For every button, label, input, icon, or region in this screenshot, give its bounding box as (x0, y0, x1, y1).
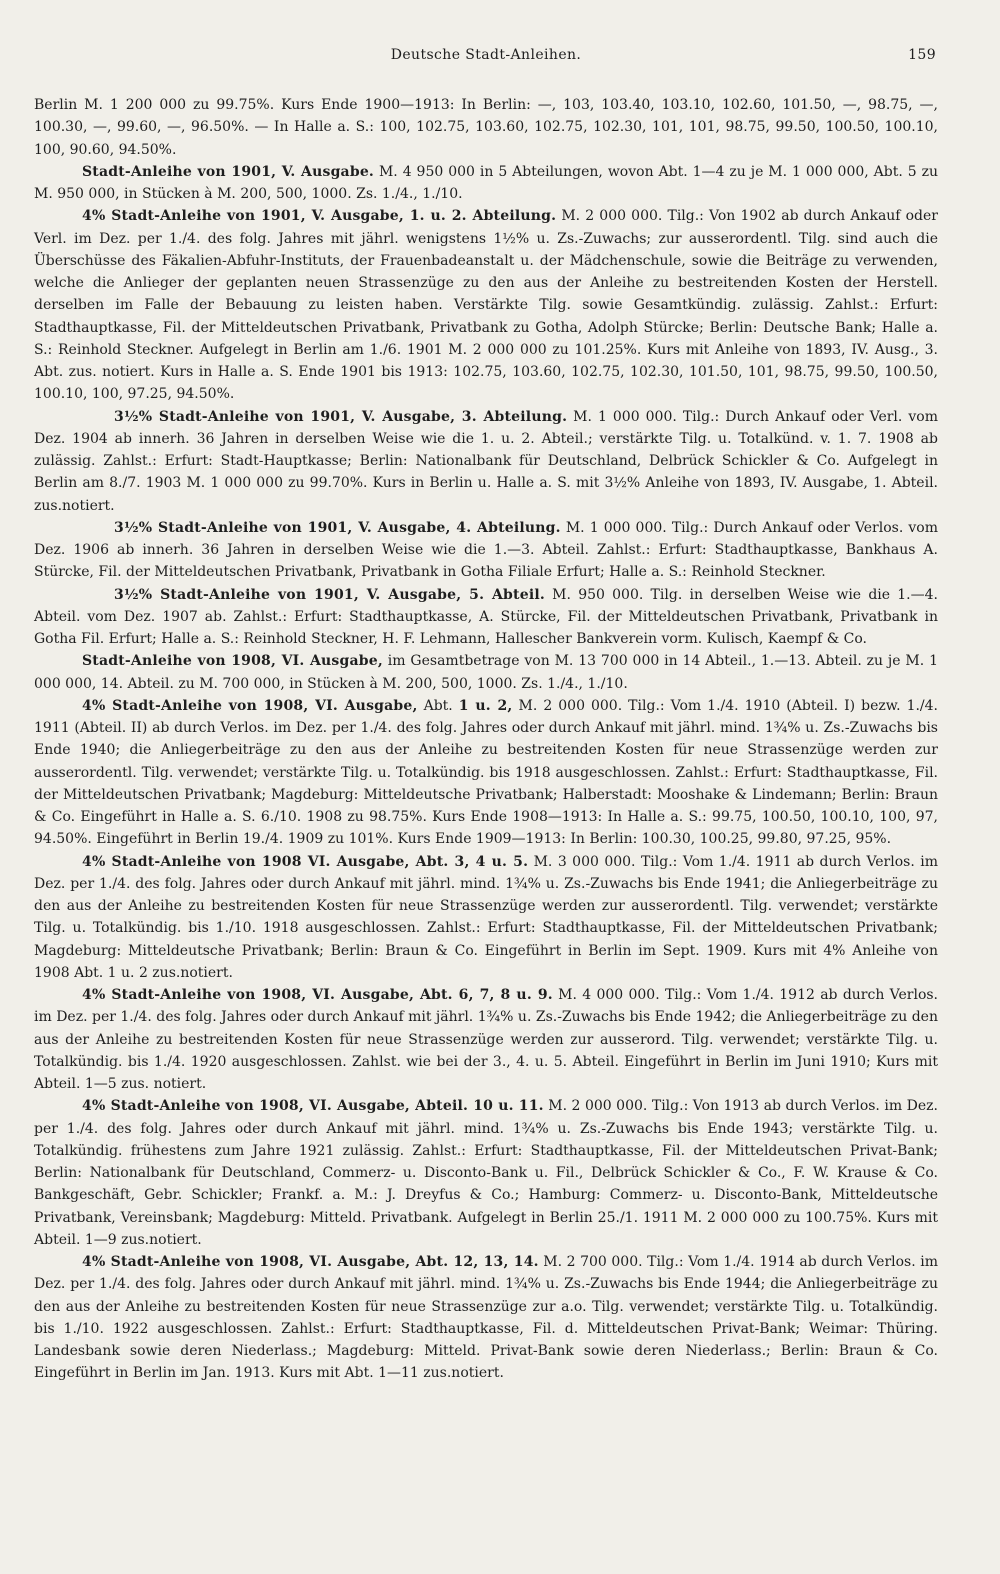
bond-heading: 4% Stadt-Anleihe von 1901, V. Ausgabe, 1. u. 2. Abteilung. (82, 208, 557, 225)
document-body (34, 94, 938, 1385)
paragraph (34, 94, 938, 161)
paragraph (34, 406, 938, 517)
bond-heading: Stadt-Anleihe von 1908, VI. Ausgabe, (82, 653, 383, 670)
paragraph-text: M. 2 700 000. Tilg.: Vom 1./4. 1914 ab durch Verlos. im Dez. per 1./4. des folg. Jahres oder durch Ankauf mit jährl. mind. 1¾% u. Zs.-Zuwachs bis Ende 1944; die Anliegerbeiträge zu den aus der Anleihe zu bestreitenden Kosten für neue Strassenzüge zur a.o. Tilg. verwendet; verstärkte Tilg. u. Totalkündig. bis 1./10. 1922 ausgeschlossen. Zahlst.: Erfurt: Stadthauptkasse, Fil. d. Mitteldeutschen Privat-Bank; Weimar: Thüring. Landesbank sowie deren Niederlass.; Magdeburg: Mitteld. Privat-Bank sowie deren Niederlass.; Berlin: Braun & Co. Eingeführt in Berlin im Jan. 1913. Kurs mit Abt. 1—11 zus.notiert. (34, 1254, 939, 1382)
paragraph-text: M. 2 000 000. Tilg.: Von 1902 ab durch Ankauf oder Verl. im Dez. per 1./4. des folg. Jahres mit jährl. wenigstens 1½% u. Zs.-Zuwachs; zur ausserordentl. Tilg. sind auch die Überschüsse des Fäkalien-Abfuhr-Instituts, der Frauenbadeanstalt u. der Mädchenschule, sowie die Beiträge zu verwenden, welche die Anlieger der geplanten neuen Strassenzüge zu den aus der Anleihe zu bestreitenden Kosten der Herstell. derselben im Falle der Bebauung zu leisten haben. Verstärkte Tilg. sowie Gesamtkündig. zulässig. Zahlst.: Erfurt: Stadthauptkasse, Fil. der Mitteldeutschen Privatbank, Privatbank zu Gotha, Adolph Stürcke; Berlin: Deutsche Bank; Halle a. S.: Reinhold Steckner. Aufgelegt in Berlin am 1./6. 1901 M. 2 000 000 zu 101.25%. Kurs mit Anleihe von 1893, IV. Ausg., 3. Abt. zus. notiert. Kurs in Halle a. S. Ende 1901 bis 1913: 102.75, 103.60, 102.75, 102.30, 101.50, 101, 98.75, 99.50, 100.50, 100.10, 100, 97.25, 94.50%. (34, 208, 938, 403)
bond-heading: 4% Stadt-Anleihe von 1908, VI. Ausgabe, Abt. 12, 13, 14. (82, 1254, 539, 1270)
bond-heading: 3½% Stadt-Anleihe von 1901, V. Ausgabe, 4. Abteilung. (114, 519, 561, 536)
paragraph-text: M. 1 000 000. Tilg.: Durch Ankauf oder Verl. vom Dez. 1904 ab innerh. 36 Jahren in derselben Weise wie die 1. u. 2. Abteil.; verstärkte Tilg. u. Totalkünd. v. 1. 7. 1908 ab zulässig. Zahlst.: Erfurt: Stadt-Hauptkasse; Berlin: Nationalbank für Deutschland, Delbrück Schickler & Co. Aufgelegt in Berlin am 8./7. 1903 M. 1 000 000 zu 99.70%. Kurs in Berlin u. Halle a. S. mit 3½% Anleihe von 1893, IV. Ausgabe, 1. Abteil. zus.notiert. (34, 408, 938, 514)
page-number: 159 (908, 47, 936, 63)
bond-heading: 4% Stadt-Anleihe von 1908, VI. Ausgabe, Abt. 6, 7, 8 u. 9. (82, 987, 553, 1003)
paragraph (34, 205, 938, 405)
page-header (34, 40, 938, 70)
bond-heading: 3½% Stadt-Anleihe von 1901, V. Ausgabe, 3. Abteilung. (114, 408, 568, 425)
paragraph (34, 984, 938, 1095)
paragraph (34, 1095, 938, 1251)
paragraph (34, 1251, 938, 1385)
bond-heading: 3½% Stadt-Anleihe von 1901, V. Ausgabe, 5. Abteil. (114, 586, 545, 603)
bond-heading: 4% Stadt-Anleihe von 1908 VI. Ausgabe, Abt. 3, 4 u. 5. (82, 853, 529, 870)
paragraph-text: M. 950 000. Tilg. in derselben Weise wie die 1.—4. Abteil. vom Dez. 1907 ab. Zahlst.: Erfurt: Stadthauptkasse, A. Stürcke, Fil. der Mitteldeutschen Privatbank, Privatbank in Gotha Fil. Erfurt; Halle a. S.: Reinhold Steckner, H. F. Lehmann, Hallescher Bankverein vorm. Kulisch, Kaempf & Co. (34, 586, 938, 647)
paragraph-text: im Gesamtbetrage von M. 13 700 000 in 14 Abteil., 1.—13. Abteil. zu je M. 1 000 000, 14. Abteil. zu M. 700 000, in Stücken à M. 200, 500, 1000. Zs. 1./4., 1./10. (34, 653, 938, 692)
bond-heading: 4% Stadt-Anleihe von 1908, VI. Ausgabe, (82, 697, 418, 714)
paragraph-text: Berlin M. 1 200 000 zu 99.75%. Kurs Ende 1900—1913: In Berlin: —, 103, 103.40, 103.10, 102.60, 101.50, —, 98.75, —, 100.30, —, 99.60, —, 96.50%. — In Halle a. S.: 100, 102.75, 103.60, 102.75, 102.30, 101, 101, 98.75, 99.50, 100.50, 100.10, 100, 90.60, 94.50%. (34, 97, 938, 158)
paragraph-text: M. 2 000 000. Tilg.: Vom 1./4. 1910 (Abteil. I) bezw. 1./4. 1911 (Abteil. II) ab durch Verlos. im Dez. per 1./4. des folg. Jahres oder durch Ankauf mit jährl. mind. 1¾% u. Zs.-Zuwachs bis Ende 1940; die Anliegerbeiträge zu den aus der Anleihe zu bestreitenden Kosten für neue Strassenzüge werden zur ausserordentl. Tilg. verwendet; verstärkte Tilg. u. Totalkündig. bis 1918 ausgeschlossen. Zahlst.: Erfurt: Stadthauptkasse, Fil. der Mitteldeutschen Privatbank; Magdeburg: Mitteldeutsche Privatbank; Halberstadt: Mooshake & Lindemann; Berlin: Braun & Co. Eingeführt in Halle a. S. 6./10. 1908 zu 98.75%. Kurs Ende 1908—1913: In Halle a. S.: 99.75, 100.50, 100.10, 100, 97, 94.50%. Eingeführt in Berlin 19./4. 1909 zu 101%. Kurs Ende 1909—1913: In Berlin: 100.30, 100.25, 99.80, 97.25, 95%. (34, 697, 939, 848)
bond-heading: Stadt-Anleihe von 1901, V. Ausgabe. (82, 163, 375, 180)
running-title: Deutsche Stadt-Anleihen. (390, 47, 582, 63)
paragraph-text: Abt. (417, 697, 459, 714)
paragraph (34, 517, 938, 584)
paragraph (34, 851, 938, 985)
bond-heading: 4% Stadt-Anleihe von 1908, VI. Ausgabe, Abteil. 10 u. 11. (82, 1098, 544, 1115)
bond-heading: 1 u. 2, (458, 697, 513, 714)
paragraph (34, 584, 938, 651)
paragraph-text: M. 4 950 000 in 5 Abteilungen, wovon Abt. 1—4 zu je M. 1 000 000, Abt. 5 zu M. 950 000, in Stücken à M. 200, 500, 1000. Zs. 1./4., 1./10. (34, 163, 939, 202)
paragraph-text: M. 2 000 000. Tilg.: Von 1913 ab durch Verlos. im Dez. per 1./4. des folg. Jahres oder durch Ankauf mit jährl. mind. 1¾% u. Zs.-Zuwachs bis Ende 1943; verstärkte Tilg. u. Totalkündig. frühestens zum Jahre 1921 zulässig. Zahlst.: Erfurt: Stadthauptkasse, Fil. der Mitteldeutschen Privat-Bank; Berlin: Nationalbank für Deutschland, Commerz- u. Disconto-Bank u. Fil., Delbrück Schickler & Co., F. W. Krause & Co. Bankgeschäft, Gebr. Schickler; Frankf. a. M.: J. Dreyfus & Co.; Hamburg: Commerz- u. Disconto-Bank, Mitteldeutsche Privatbank, Vereinsbank; Magdeburg: Mitteld. Privatbank. Aufgelegt in Berlin 25./1. 1911 M. 2 000 000 zu 100.75%. Kurs mit Abteil. 1—9 zus.notiert. (34, 1098, 938, 1248)
paragraph-text: M. 4 000 000. Tilg.: Vom 1./4. 1912 ab durch Verlos. im Dez. per 1./4. des folg. Jahres oder durch Ankauf mit jährl. 1¾% u. Zs.-Zuwachs bis Ende 1942; die Anliegerbeiträge zu den aus der Anleihe zu bestreitenden Kosten für neue Strassenzüge werden zur ausserord. Tilg. verwendet; verstärkte Tilg. u. Totalkündig. bis 1./4. 1920 ausgeschlossen. Zahlst. wie bei der 3., 4. u. 5. Abteil. Eingeführt in Berlin im Juni 1910; Kurs mit Abteil. 1—5 zus. notiert. (34, 987, 939, 1092)
paragraph (34, 650, 938, 695)
paragraph-text: M. 1 000 000. Tilg.: Durch Ankauf oder Verlos. vom Dez. 1906 ab innerh. 36 Jahren in derselben Weise wie die 1.—3. Abteil. Zahlst.: Erfurt: Stadthauptkasse, Bankhaus A. Stürcke, Fil. der Mitteldeutschen Privatbank, Privatbank in Gotha Filiale Erfurt; Halle a. S.: Reinhold Steckner. (34, 519, 939, 581)
paragraph (34, 695, 938, 851)
paragraph-text: M. 3 000 000. Tilg.: Vom 1./4. 1911 ab durch Verlos. im Dez. per 1./4. des folg. Jahres oder durch Ankauf mit jährl. mind. 1¾% u. Zs.-Zuwachs bis Ende 1941; die Anliegerbeiträge zu den aus der Anleihe zu bestreitenden Kosten für neue Strassenzüge werden zur ausserordentl. Tilg. verwendet; verstärkte Tilg. u. Totalkündig. bis 1./10. 1918 ausgeschlossen. Zahlst.: Erfurt: Stadthauptkasse, Fil. der Mitteldeutschen Privatbank; Magdeburg: Mitteldeutsche Privatbank; Berlin: Braun & Co. Eingeführt in Berlin im Sept. 1909. Kurs mit 4% Anleihe von 1908 Abt. 1 u. 2 zus.notiert. (34, 853, 938, 981)
paragraph (34, 161, 938, 206)
